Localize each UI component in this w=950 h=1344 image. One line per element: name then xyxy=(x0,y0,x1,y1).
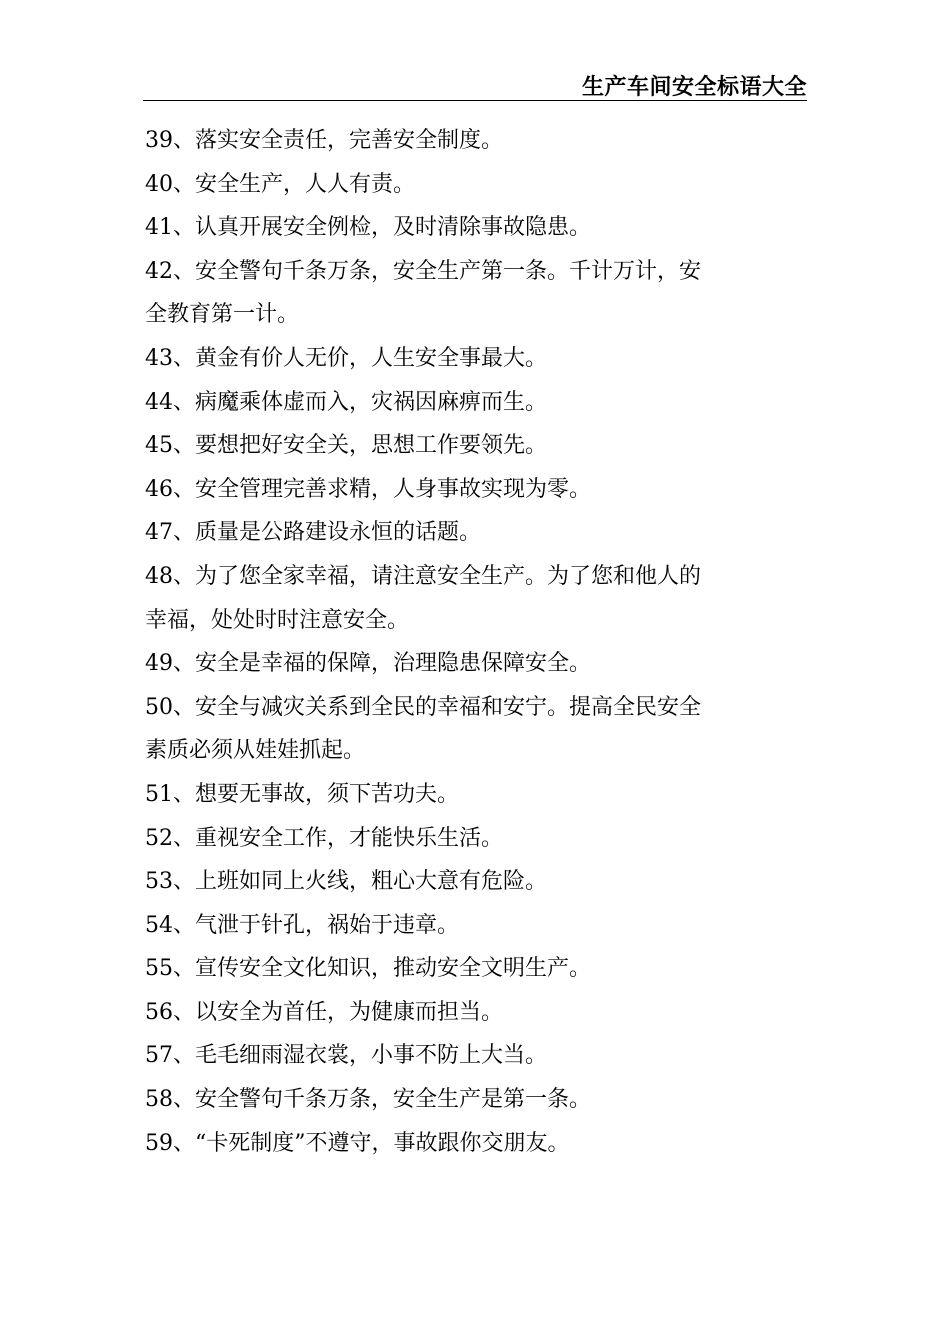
text-line: 40、安全生产，人人有责。 xyxy=(145,171,415,197)
text-line: 44、病魔乘体虚而入，灾祸因麻痹而生。 xyxy=(145,389,547,415)
text-line: 56、以安全为首任，为健康而担当。 xyxy=(145,999,503,1025)
text-line: 素质必须从娃娃抓起。 xyxy=(145,738,366,764)
text-line: 50、安全与减灾关系到全民的幸福和安宁。提高全民安全 xyxy=(145,694,701,720)
text-line: 49、安全是幸福的保障，治理隐患保障安全。 xyxy=(145,651,591,677)
text-line: 42、安全警句千条万条，安全生产第一条。千计万计，安 xyxy=(145,258,701,284)
text-line: 全教育第一计。 xyxy=(145,302,300,328)
text-line: 39、落实安全责任，完善安全制度。 xyxy=(145,128,503,153)
page-header xyxy=(143,66,807,101)
text-line: 57、毛毛细雨湿衣裳，小事不防上大当。 xyxy=(145,1043,547,1069)
text-line: 41、认真开展安全例检，及时清除事故隐患。 xyxy=(145,215,591,241)
slogan-list xyxy=(145,119,795,1165)
text-line: 58、安全警句千条万条，安全生产是第一条。 xyxy=(145,1087,591,1113)
header-title: 生产车间安全标语大全 xyxy=(581,75,807,100)
text-line: 43、黄金有价人无价，人生安全事最大。 xyxy=(145,345,547,371)
text-line: 52、重视安全工作，才能快乐生活。 xyxy=(145,825,503,851)
text-line: 55、宣传安全文化知识，推动安全文明生产。 xyxy=(145,956,591,982)
text-line: 46、安全管理完善求精，人身事故实现为零。 xyxy=(145,476,591,502)
text-line: 48、为了您全家幸福，请注意安全生产。为了您和他人的 xyxy=(145,563,701,589)
text-line: 53、上班如同上火线，粗心大意有危险。 xyxy=(145,869,547,895)
text-line: 51、想要无事故，须下苦功夫。 xyxy=(145,781,459,807)
text-line: 59、“卡死制度”不遵守，事故跟你交朋友。 xyxy=(145,1130,570,1156)
text-line: 幸福，处处时时注意安全。 xyxy=(145,607,410,633)
text-line: 45、要想把好安全关，思想工作要领先。 xyxy=(145,433,547,459)
text-line: 47、质量是公路建设永恒的话题。 xyxy=(145,520,481,546)
text-line: 54、气泄于针孔，祸始于违章。 xyxy=(145,912,459,938)
